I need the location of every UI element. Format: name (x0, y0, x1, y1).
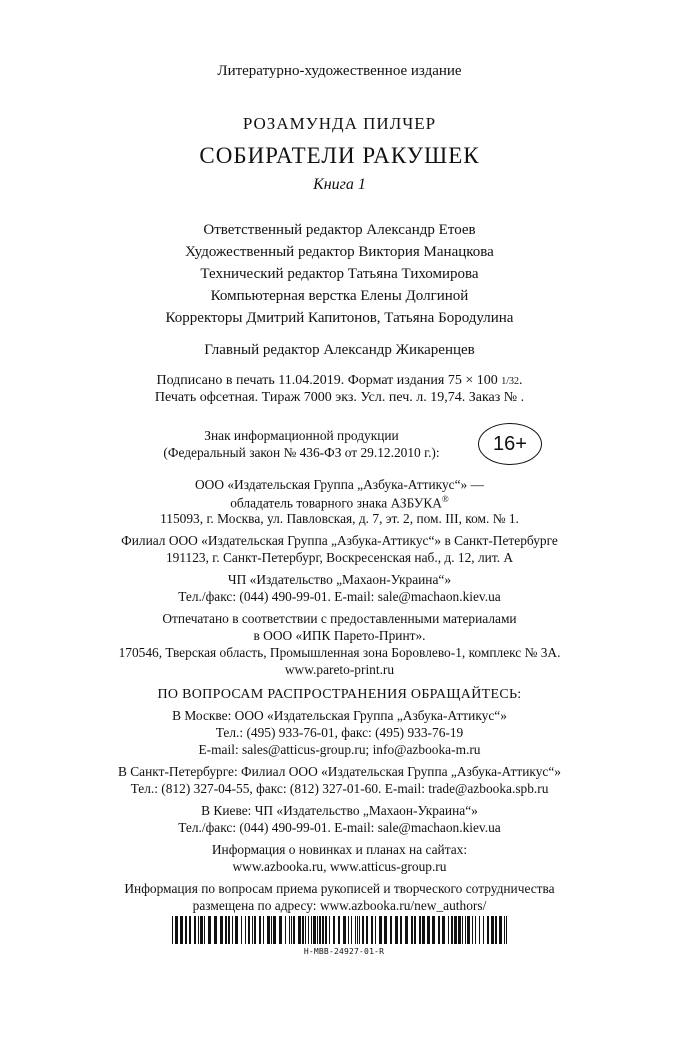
book-title: СОБИРАТЕЛИ РАКУШЕК (199, 143, 480, 168)
credit-line: Ответственный редактор Александр Етоев (203, 222, 476, 238)
barcode-bar (267, 916, 270, 944)
branch-kiev-line: ЧП «Издательство „Махаон-Украина“» (227, 572, 452, 587)
barcode-bar (495, 916, 497, 944)
barcode-bar (291, 916, 292, 944)
barcode-bar (462, 916, 463, 944)
barcode-bar (371, 916, 373, 944)
credit-line: Корректоры Дмитрий Капитонов, Татьяна Бородулина (165, 310, 514, 326)
barcode-bar (375, 916, 376, 944)
barcode-bar (411, 916, 413, 944)
barcode-bar (348, 916, 349, 944)
barcode-bar (254, 916, 256, 944)
barcode-bar (483, 916, 484, 944)
branch-kiev-contacts: Тел./факс: (044) 490-99-01. E-mail: sale@machaon.kiev.ua (178, 589, 501, 604)
barcode-bar (185, 916, 187, 944)
barcode-bar (228, 916, 230, 944)
distribution-moscow-line: E-mail: sales@atticus-group.ru; info@azbooka-m.ru (198, 742, 481, 757)
barcode-bar (475, 916, 476, 944)
barcode-image (172, 916, 507, 944)
barcode-bar (305, 916, 306, 944)
print-info-line: Подписано в печать 11.04.2019. Формат издания 75 × 100 1/32. (156, 373, 523, 388)
barcode-bar (395, 916, 398, 944)
barcode-bar (329, 916, 330, 944)
distribution-moscow-line: Тел.: (495) 933-76-01, факс: (495) 933-76-19 (215, 725, 464, 740)
barcode-bar (504, 916, 505, 944)
barcode-bar (355, 916, 356, 944)
printer-line: в ООО «ИПК Парето-Принт». (253, 628, 426, 643)
chief-editor: Главный редактор Александр Жикаренцев (204, 342, 475, 358)
barcode-bar (289, 916, 290, 944)
barcode-bar (338, 916, 340, 944)
print-info-line: Печать офсетная. Тираж 7000 экз. Усл. печ. л. 19,74. Заказ № . (154, 390, 525, 405)
barcode-bar (343, 916, 346, 944)
barcode-bar (225, 916, 227, 944)
barcode-bar (308, 916, 309, 944)
publisher-line: обладатель товарного знака АЗБУКА® (230, 494, 449, 511)
barcode-bar (252, 916, 253, 944)
barcode-bar (248, 916, 250, 944)
publisher-line: ООО «Издательская Группа „Азбука-Аттикус“» — (194, 477, 484, 492)
barcode-bar (208, 916, 211, 944)
distribution-spb-line: В Санкт-Петербурге: Филиал ООО «Издательская Группа „Азбука-Аттикус“» (117, 764, 562, 779)
barcode-bar (442, 916, 445, 944)
branch-spb-line: Филиал ООО «Издательская Группа „Азбука-Аттикус“» в Санкт-Петербурге (121, 533, 558, 548)
barcode-code: H-MBB-24927-01-R (303, 947, 385, 956)
edition-type: Литературно-художественное издание (217, 63, 462, 79)
barcode-bar (422, 916, 425, 944)
barcode-bar (302, 916, 304, 944)
barcode-bar (400, 916, 402, 944)
barcode-bar (204, 916, 205, 944)
barcode-bar (180, 916, 183, 944)
barcode-bar (273, 916, 276, 944)
barcode-bar (448, 916, 449, 944)
barcode-bar (499, 916, 502, 944)
barcode-bar (390, 916, 392, 944)
barcode-bar (313, 916, 316, 944)
barcode-bar (432, 916, 435, 944)
credit-line: Технический редактор Татьяна Тихомирова (200, 266, 479, 282)
barcode-bar (172, 916, 173, 944)
barcode-bar (379, 916, 382, 944)
book-number: Книга 1 (313, 176, 366, 193)
barcode-bar (419, 916, 421, 944)
barcode-bar (427, 916, 430, 944)
barcode-bar (414, 916, 416, 944)
barcode-bar (263, 916, 264, 944)
barcode-bar (491, 916, 494, 944)
barcode-bar (232, 916, 233, 944)
credit-line: Компьютерная верстка Елены Долгиной (210, 288, 469, 304)
barcode-bar (357, 916, 358, 944)
barcode-bar (384, 916, 387, 944)
info-product-label: Знак информационной продукции (204, 428, 399, 443)
news-line: Информация о новинках и планах на сайтах: (211, 842, 468, 857)
printer-address: 170546, Тверская область, Промышленная зона Боровлево-1, комплекс № 3А. (118, 645, 561, 660)
barcode-bar (366, 916, 368, 944)
barcode-bar (405, 916, 408, 944)
barcode-bar (285, 916, 286, 944)
format-fraction: 1/32 (501, 376, 520, 387)
barcode-bar (298, 916, 301, 944)
barcode-bar (245, 916, 246, 944)
manuscripts-line: Информация по вопросам приема рукописей и творческого сотрудничества (124, 881, 555, 896)
barcode-bar (438, 916, 440, 944)
barcode-bar (175, 916, 178, 944)
printer-website: www.pareto-print.ru (284, 662, 395, 677)
barcode-bar (241, 916, 242, 944)
barcode-bar (198, 916, 199, 944)
distribution-spb-line: Тел.: (812) 327-04-55, факс: (812) 327-01-60. E-mail: trade@azbooka.spb.ru (130, 781, 549, 796)
distribution-kiev-line: В Киеве: ЧП «Издательство „Махаон-Украина“» (201, 803, 478, 818)
info-product-law: (Федеральный закон № 436-ФЗ от 29.12.2010 г.): (163, 445, 440, 460)
author-name: РОЗАМУНДА ПИЛЧЕР (242, 114, 437, 133)
branch-spb-address: 191123, г. Санкт-Петербург, Воскресенская наб., д. 12, лит. А (165, 550, 514, 565)
barcode-bar (487, 916, 489, 944)
manuscripts-address: размещена по адресу: www.azbooka.ru/new_authors/ (192, 898, 487, 913)
barcode-bar (451, 916, 453, 944)
barcode-bar (317, 916, 318, 944)
age-rating-badge: 16+ (478, 423, 542, 465)
barcode-bar (506, 916, 507, 944)
news-websites: www.azbooka.ru, www.atticus-group.ru (232, 859, 447, 874)
distribution-moscow-line: В Москве: ООО «Издательская Группа „Азбука-Аттикус“» (172, 708, 507, 723)
barcode-bar (235, 916, 238, 944)
barcode-bar (189, 916, 191, 944)
barcode-bar (311, 916, 312, 944)
barcode-bar (359, 916, 360, 944)
barcode-bar (200, 916, 203, 944)
distribution-kiev-line: Тел./факс: (044) 490-99-01. E-mail: sale@machaon.kiev.ua (178, 820, 501, 835)
publisher-address: 115093, г. Москва, ул. Павловская, д. 7, эт. 2, пом. III, ком. № 1. (160, 511, 519, 526)
barcode-bar (472, 916, 473, 944)
barcode-bar (293, 916, 295, 944)
trademark-symbol: ® (441, 494, 449, 504)
credit-line: Художественный редактор Виктория Манацкова (185, 244, 494, 260)
barcode-bar (322, 916, 324, 944)
barcode-bar (279, 916, 282, 944)
barcode-bar (259, 916, 261, 944)
barcode-bar (362, 916, 364, 944)
barcode-bar (325, 916, 327, 944)
barcode-bar (454, 916, 457, 944)
barcode-bar (351, 916, 352, 944)
barcode-bar (479, 916, 480, 944)
barcode-bar (194, 916, 196, 944)
barcode-bar (465, 916, 466, 944)
barcode-bar (467, 916, 470, 944)
printer-line: Отпечатано в соответствии с предоставленными материалами (162, 611, 517, 626)
barcode-bar (333, 916, 335, 944)
barcode-bar (458, 916, 461, 944)
barcode-bar (271, 916, 272, 944)
barcode-bar (220, 916, 223, 944)
barcode-bar (214, 916, 217, 944)
distribution-heading: ПО ВОПРОСАМ РАСПРОСТРАНЕНИЯ ОБРАЩАЙТЕСЬ: (157, 687, 522, 702)
barcode-bar (319, 916, 321, 944)
